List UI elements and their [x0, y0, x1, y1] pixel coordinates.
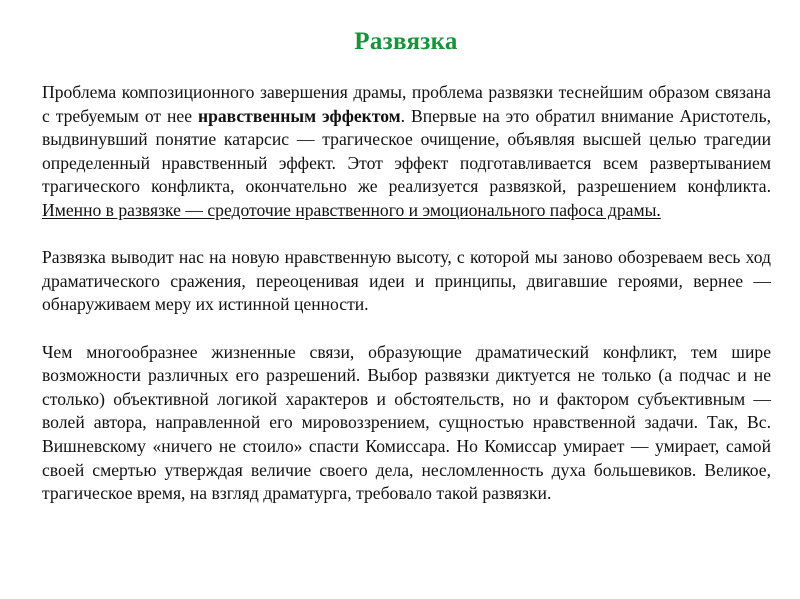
bold-phrase-moral-effect: нравственным эффектом: [197, 105, 401, 126]
paragraph-1-text-middle: . Впервые на это обратил внимание Аристотель, выдвинувший понятие катарсис — трагическое очищение, объявляя высшей целью трагедии определенный нравственный эффект. Этот эффект подготавливается всем развертыванием трагического конфликта, окончательно же реализуется развязкой, разрешением конфликта.: [42, 105, 771, 197]
paragraph-2: Развязка выводит нас на новую нравственную высоту, с которой мы заново обозреваем весь ход драматического сражения, переоценивая идеи и принципы, двигавшие героями, вернее — обнаруживаем меру их истинной ценности.: [42, 247, 771, 315]
slide-body: [42, 81, 771, 529]
paragraph-3: Чем многообразнее жизненные связи, образующие драматический конфликт, тем шире возможности различных его разрешений. Выбор развязки диктуется не только (а подчас и не столько) объективной логикой характеров и обстоятельств, но и фактором субъективным — волей автора, направленной его мировоззрением, сущностью нравственной задачи. Так, Вс. Вишневскому «ничего не стоило» спасти Комиссара. Но Комиссар умирает — умирает, самой своей смертью утверждая величие своего дела, несломленность духа большевиков. Великое, трагическое время, на взгляд драматурга, требовало такой развязки.: [42, 341, 771, 504]
paragraph-1: [42, 81, 771, 223]
slide-title: Развязка: [354, 28, 458, 55]
paragraph-1-text-start: Проблема композиционного завершения драмы, проблема развязки теснейшим образом связана с требуемым от нее: [42, 82, 771, 126]
underlined-key-statement: Именно в развязке — средоточие нравственного и эмоционального пафоса драмы.: [42, 199, 661, 220]
